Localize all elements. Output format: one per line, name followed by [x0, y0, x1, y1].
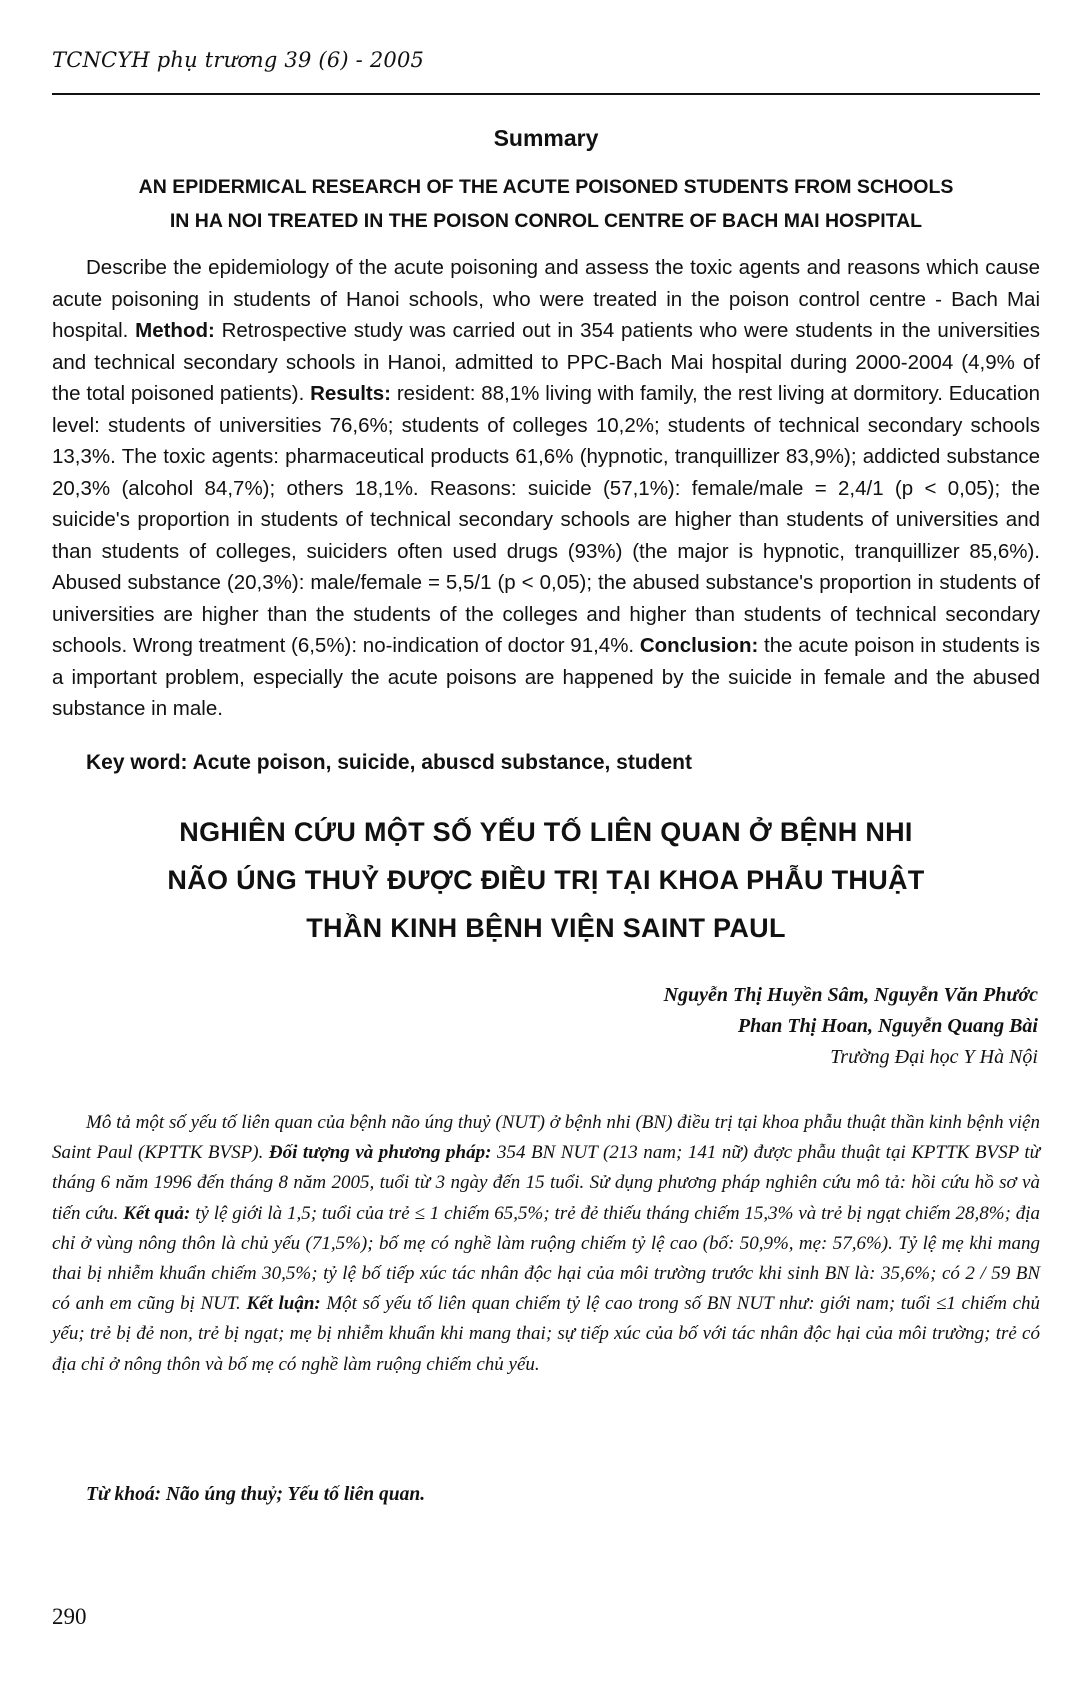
english-abstract-intro: Describe the epidemiology of the acute poisoning and assess the toxic agents and reasons which cause acute poisoning in students of Hanoi schools, who were treated in the poison control centre - Bach Mai hospital. — [52, 256, 1040, 342]
english-abstract-conclusion: the acute poison in students is a important problem, especially the acute poisons are happened by the suicide in female and the abused substance in male. — [52, 634, 1040, 720]
vietnamese-abstract-intro: Mô tả một số yếu tố liên quan của bệnh não úng thuỷ (NUT) ở bệnh nhi (BN) điều trị tại khoa phẫu thuật thần kinh bệnh viện Saint Paul (KPTTK BVSP). — [52, 1112, 1040, 1164]
affiliation: Trường Đại học Y Hà Nội — [830, 1046, 1038, 1068]
subjects-label: Đối tượng và phương pháp: — [268, 1142, 492, 1164]
english-abstract — [52, 252, 1040, 725]
vietnamese-abstract-conclusion: Một số yếu tố liên quan chiếm tỷ lệ cao trong số BN NUT như: giới nam; tuổi ≤1 chiếm chủ yếu; trẻ bị đẻ non, trẻ bị ngạt; mẹ bị nhiễm khuẩn khi mang thai; sự tiếp xúc của bố với tác nhân độc hại của môi trường; trẻ có địa chỉ ở nông thôn và bố mẹ có nghề làm ruộng chiếm chủ yếu. — [52, 1293, 1040, 1375]
header-rule — [52, 93, 1040, 95]
vietnamese-abstract-subjects: 354 BN NUT (213 nam; 141 nữ) được phẫu thuật tại KPTTK BVSP từ tháng 6 năm 1996 đến tháng 8 năm 2005, tuổi từ 3 ngày đến 15 tuổi. Sử dụng phương pháp nghiên cứu mô tả: hồi cứu hồ sơ và tiến cứu. — [52, 1142, 1041, 1224]
english-keywords: Key word: Acute poison, suicide, abuscd substance, student — [86, 751, 692, 774]
authors-line-2: Phan Thị Hoan, Nguyễn Quang Bài — [737, 1015, 1038, 1037]
english-abstract-method: Retrospective study was carried out in 354 patients who were students in the universities and technical secondary schools in Hanoi, admitted to PPC-Bach Mai hospital during 2000-2004 (4,9% of the total poisoned patients). — [52, 319, 1040, 405]
summary-heading: Summary — [493, 125, 599, 151]
article-title-line-1: NGHIÊN CỨU MỘT SỐ YẾU TỐ LIÊN QUAN Ở BỆNH NHI — [179, 817, 913, 847]
vietnamese-abstract — [52, 1108, 1040, 1380]
results-label: Results: — [310, 382, 391, 405]
vietnamese-keywords: Từ khoá: Não úng thuỷ; Yếu tố liên quan. — [86, 1484, 426, 1505]
article-title-line-3: THẦN KINH BỆNH VIỆN SAINT PAUL — [306, 913, 786, 943]
vietnamese-abstract-results: tỷ lệ giới là 1,5; tuổi của trẻ ≤ 1 chiếm 65,5%; trẻ đẻ thiếu tháng chiếm 15,3% và trẻ bị ngạt chiếm 28,8%; địa chỉ ở vùng nông thôn là chủ yếu (71,5%); bố mẹ có nghề làm ruộng chiếm tỷ lệ cao (bố: 50,9%, mẹ: 57,6%). Tỷ lệ mẹ khi mang thai bị nhiễm khuẩn chiếm 30,5%; tỷ lệ bố tiếp xúc tác nhân độc hại của môi trường trước khi sinh BN là: 35,6%; có 2 / 59 BN có anh em cũng bị NUT. — [52, 1202, 1041, 1315]
method-label: Method: — [135, 319, 215, 342]
english-title-line-2: IN HA NOI TREATED IN THE POISON CONROL CENTRE OF BACH MAI HOSPITAL — [169, 210, 923, 232]
vn-conclusion-label: Kết luận: — [246, 1293, 321, 1315]
english-abstract-results: resident: 88,1% living with family, the rest living at dormitory. Education level: students of universities 76,6%; students of colleges 10,2%; students of technical secondary schools 13,3%. The toxic agents: pharmaceutical products 61,6% (hypnotic, tranquillizer 83,9%); addicted substance 20,3% (alcohol 84,7%); others 18,1%. Reasons: suicide (57,1%): female/male = 2,4/1 (p < 0,05); the suicide's proportion in students of technical secondary schools are higher than students of universities and than students of colleges, suiciders often used drugs (93%) (the major is hypnotic, tranquillizer 85,6%). Abused substance (20,3%): male/female = 5,5/1 (p < 0,05); the abused substance's proportion in students of universities are higher than the students of the colleges and higher than students of technical secondary schools. Wrong treatment (6,5%): no-indication of doctor 91,4%. — [52, 382, 1040, 657]
english-title — [52, 170, 1040, 238]
authors-line-1: Nguyễn Thị Huyền Sâm, Nguyễn Văn Phước — [663, 984, 1038, 1006]
english-title-line-1: AN EPIDERMICAL RESEARCH OF THE ACUTE POISONED STUDENTS FROM SCHOOLS — [138, 176, 954, 198]
conclusion-label: Conclusion: — [639, 634, 759, 657]
running-head: TCNCYH phụ trương 39 (6) - 2005 — [52, 48, 425, 72]
author-block — [338, 980, 1038, 1073]
article-title-line-2: NÃO ÚNG THUỶ ĐƯỢC ĐIỀU TRỊ TẠI KHOA PHẪU THUẬT — [167, 865, 925, 895]
page-number: 290 — [52, 1604, 87, 1629]
vn-results-label: Kết quả: — [123, 1202, 191, 1224]
article-title — [52, 808, 1040, 952]
